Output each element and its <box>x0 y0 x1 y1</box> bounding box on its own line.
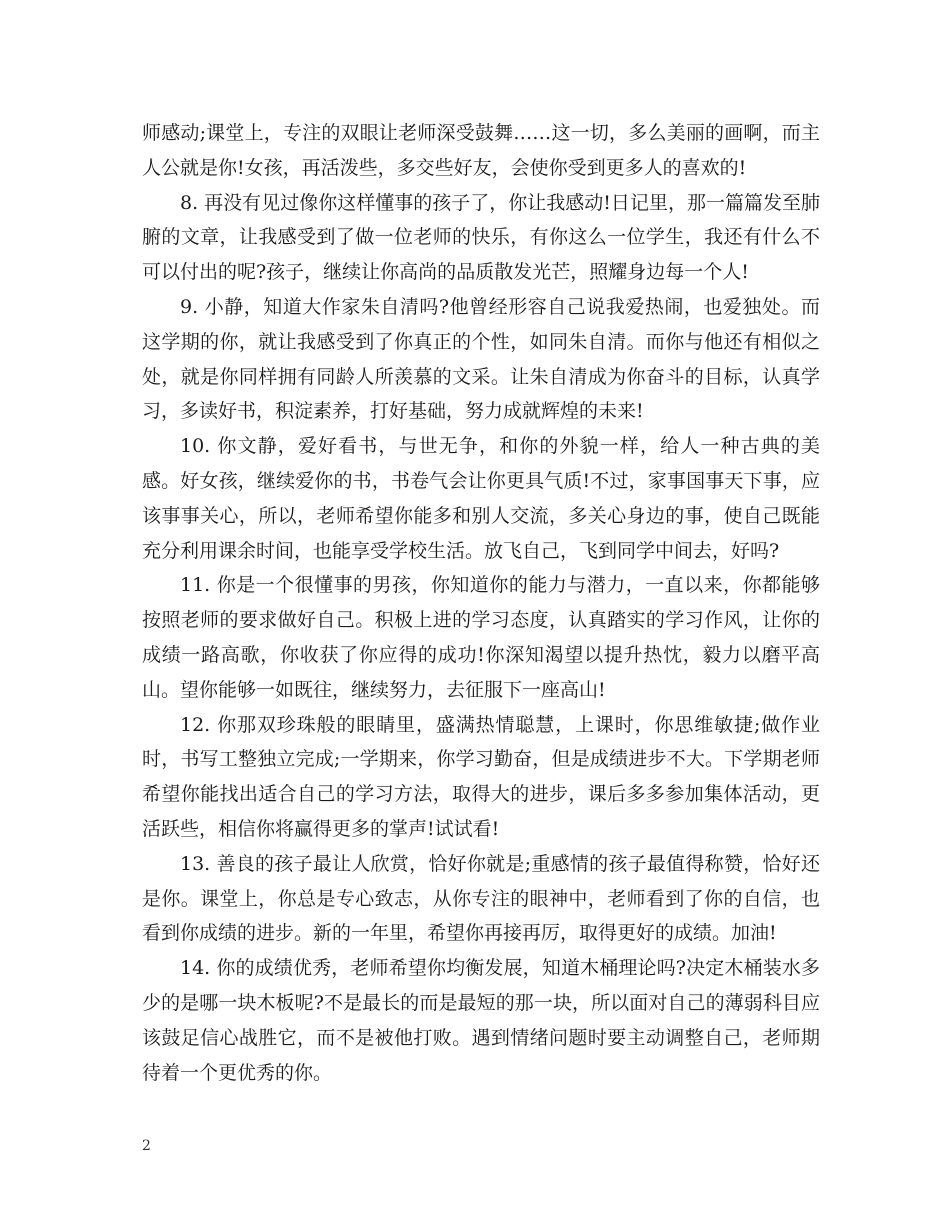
paragraph-continuation: 师感动;课堂上，专注的双眼让老师深受鼓舞……这一切，多么美丽的画啊，而主人公就是你!女孩，再活泼些，多交些好友，会使你受到更多人的喜欢的! <box>142 122 820 179</box>
paragraph-item-12: 12. 你那双珍珠般的眼睛里，盛满热情聪慧，上课时，你思维敏捷;做作业时，书写工整独立完成;一学期来，你学习勤奋，但是成绩进步不大。下学期老师希望你能找出适合自己的学习方法，取得大的进步，课后多多参加集体活动，更活跃些，相信你将赢得更多的掌声!试试看! <box>142 713 820 840</box>
paragraph-item-14: 14. 你的成绩优秀，老师希望你均衡发展，知道木桶理论吗?决定木桶装水多少的是哪一块木板呢?不是最长的而是最短的那一块，所以面对自己的薄弱科目应该鼓足信心战胜它，而不是被他打败。遇到情绪问题时要主动调整自己，老师期待着一个更优秀的你。 <box>142 957 820 1084</box>
page-number: 2 <box>142 1138 151 1154</box>
paragraph-item-11: 11. 你是一个很懂事的男孩，你知道你的能力与潜力，一直以来，你都能够按照老师的要求做好自己。积极上进的学习态度，认真踏实的学习作风，让你的成绩一路高歌，你收获了你应得的成功!你深知渴望以提升热忱，毅力以磨平高山。望你能够一如既往，继续努力，去征服下一座高山! <box>142 574 820 701</box>
document-body <box>142 116 820 1090</box>
paragraph-item-13: 13. 善良的孩子最让人欣赏，恰好你就是;重感情的孩子最值得称赞，恰好还是你。课堂上，你总是专心致志，从你专注的眼神中，老师看到了你的自信，也看到你成绩的进步。新的一年里，希望你再接再厉，取得更好的成绩。加油! <box>142 852 820 945</box>
paragraph-item-8: 8. 再没有见过像你这样懂事的孩子了，你让我感动!日记里，那一篇篇发至肺腑的文章，让我感受到了做一位老师的快乐，有你这么一位学生，我还有什么不可以付出的呢?孩子，继续让你高尚的品质散发光芒，照耀身边每一个人! <box>142 191 820 284</box>
paragraph-item-10: 10. 你文静，爱好看书，与世无争，和你的外貌一样，给人一种古典的美感。好女孩，继续爱你的书，书卷气会让你更具气质!不过，家事国事天下事，应该事事关心，所以，老师希望你能多和别人交流，多关心身边的事，使自己既能充分利用课余时间，也能享受学校生活。放飞自己，飞到同学中间去，好吗? <box>142 435 820 562</box>
paragraph-item-9: 9. 小静，知道大作家朱自清吗?他曾经形容自己说我爱热闹，也爱独处。而这学期的你，就让我感受到了你真正的个性，如同朱自清。而你与他还有相似之处，就是你同样拥有同龄人所羡慕的文采。让朱自清成为你奋斗的目标，认真学习，多读好书，积淀素养，打好基础，努力成就辉煌的未来! <box>142 295 820 423</box>
